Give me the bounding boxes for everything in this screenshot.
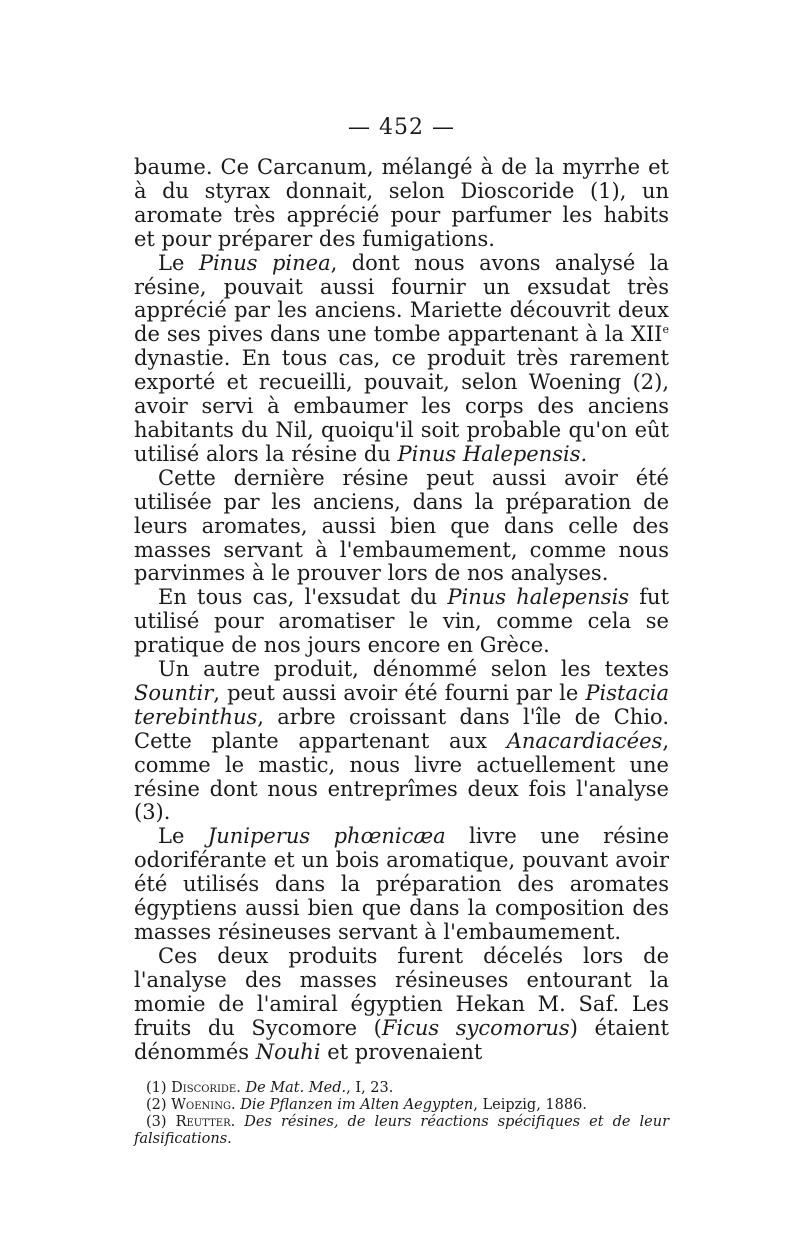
text-run: Un autre produit, dénommé selon les textes	[158, 657, 669, 682]
italic-term: Anacardiacées	[506, 728, 663, 753]
italic-term: De Mat. Med.	[245, 1080, 347, 1097]
text-run: , comme le mastic, nous livre actuellement une résine dont nous entreprîmes deux fois l'analyse (3).	[134, 728, 669, 825]
italic-term: Pinus halepensis	[447, 585, 630, 610]
paragraph	[134, 945, 669, 1065]
footnotes	[134, 1080, 669, 1148]
text-run: , peut aussi avoir été fourni par le	[213, 680, 586, 705]
paragraph	[134, 825, 669, 945]
text-run: (3)	[146, 1114, 176, 1131]
paragraph	[134, 658, 669, 825]
author-name: Reutter	[175, 1114, 231, 1131]
italic-term: Sountir	[134, 680, 214, 705]
text-run: Le	[158, 250, 199, 275]
book-page	[134, 112, 669, 1148]
text-run: Cette dernière résine peut aussi avoir été utilisée par les anciens, dans la préparation de leurs aromates, aussi bien que dans celle des masses servant à l'embaumement, comme nous parvinmes à le prouver lors de nos analyses.	[134, 465, 669, 586]
italic-term: Nouhi	[255, 1039, 321, 1064]
italic-term: Pinus pinea	[198, 250, 331, 275]
text-run: (1)	[146, 1080, 172, 1097]
text-run: et provenaient	[320, 1039, 483, 1064]
paragraph	[134, 156, 669, 252]
text-run: En tous cas, l'exsudat du	[158, 585, 448, 610]
italic-term: Des résines, de leurs réactions spécifiques et de leur falsifications.	[134, 1114, 670, 1148]
text-run: dynastie. En tous cas, ce produit très rarement exporté et recueilli, pouvait, selon Woening (2), avoir servi à embaumer les corps des anciens habitants du Nil, quoiqu'il soit probable qu'on eût utilisé alors la résine du	[134, 346, 669, 466]
text-run: , arbre croissant dans l'île de Chio. Cette plante appartenant aux	[134, 704, 669, 753]
author-name: Woening	[171, 1097, 231, 1114]
text-run: livre une résine odoriférante et un bois aromatique, pouvant avoir été utilisés dans la préparation des aromates égyptiens aussi bien que dans la composition des masses résineuses servant à l'embaumement.	[134, 824, 669, 944]
page-number: — 452 —	[348, 115, 455, 140]
body-text	[134, 156, 669, 1064]
text-run: .	[230, 1114, 245, 1131]
text-run: Le	[158, 824, 208, 849]
text-run: (2)	[146, 1097, 172, 1114]
paragraph	[134, 586, 669, 658]
text-run: , dont nous avons analysé la résine, pouvait aussi fournir un exsudat très apprécié par les anciens. Mariette découvrit deux de ses pives dans une tombe appartenant à la XII	[134, 250, 669, 347]
paragraph	[134, 467, 669, 587]
italic-term: Ficus sycomorus	[381, 1015, 570, 1040]
footnote	[134, 1097, 669, 1114]
footnote	[134, 1114, 669, 1148]
superscript: e	[662, 323, 669, 337]
text-run: .	[231, 1097, 241, 1114]
text-run: fut utilisé pour aromatiser le vin, comme cela se pratique de nos jours encore en Grèce.	[134, 585, 670, 658]
italic-term: Pistacia terebinthus	[134, 680, 669, 729]
text-run: , Leipzig, 1886.	[473, 1097, 587, 1114]
italic-term: Juniperus phœnicæa	[207, 824, 446, 849]
footnote	[134, 1080, 669, 1097]
paragraph	[134, 252, 669, 467]
text-run: Ces deux produits furent décelés lors de l'analyse des masses résineuses entourant la momie de l'amiral égyptien Hekan M. Saf. Les fruits du Sycomore (	[134, 943, 669, 1040]
text-run: baume. Ce Carcanum, mélangé à de la myrrhe et à du styrax donnait, selon Dioscoride (1), un aromate très apprécié pour parfumer les habits et pour préparer des fumigations.	[134, 155, 669, 251]
text-run: , I, 23.	[346, 1080, 394, 1097]
text-run: ) étaient dénommés	[134, 1015, 669, 1064]
italic-term: Pinus Halepensis.	[397, 441, 588, 466]
italic-term: Die Pflanzen im Alten Aegypten	[240, 1097, 474, 1114]
author-name: Discoride	[171, 1080, 237, 1097]
text-run: .	[236, 1080, 246, 1097]
